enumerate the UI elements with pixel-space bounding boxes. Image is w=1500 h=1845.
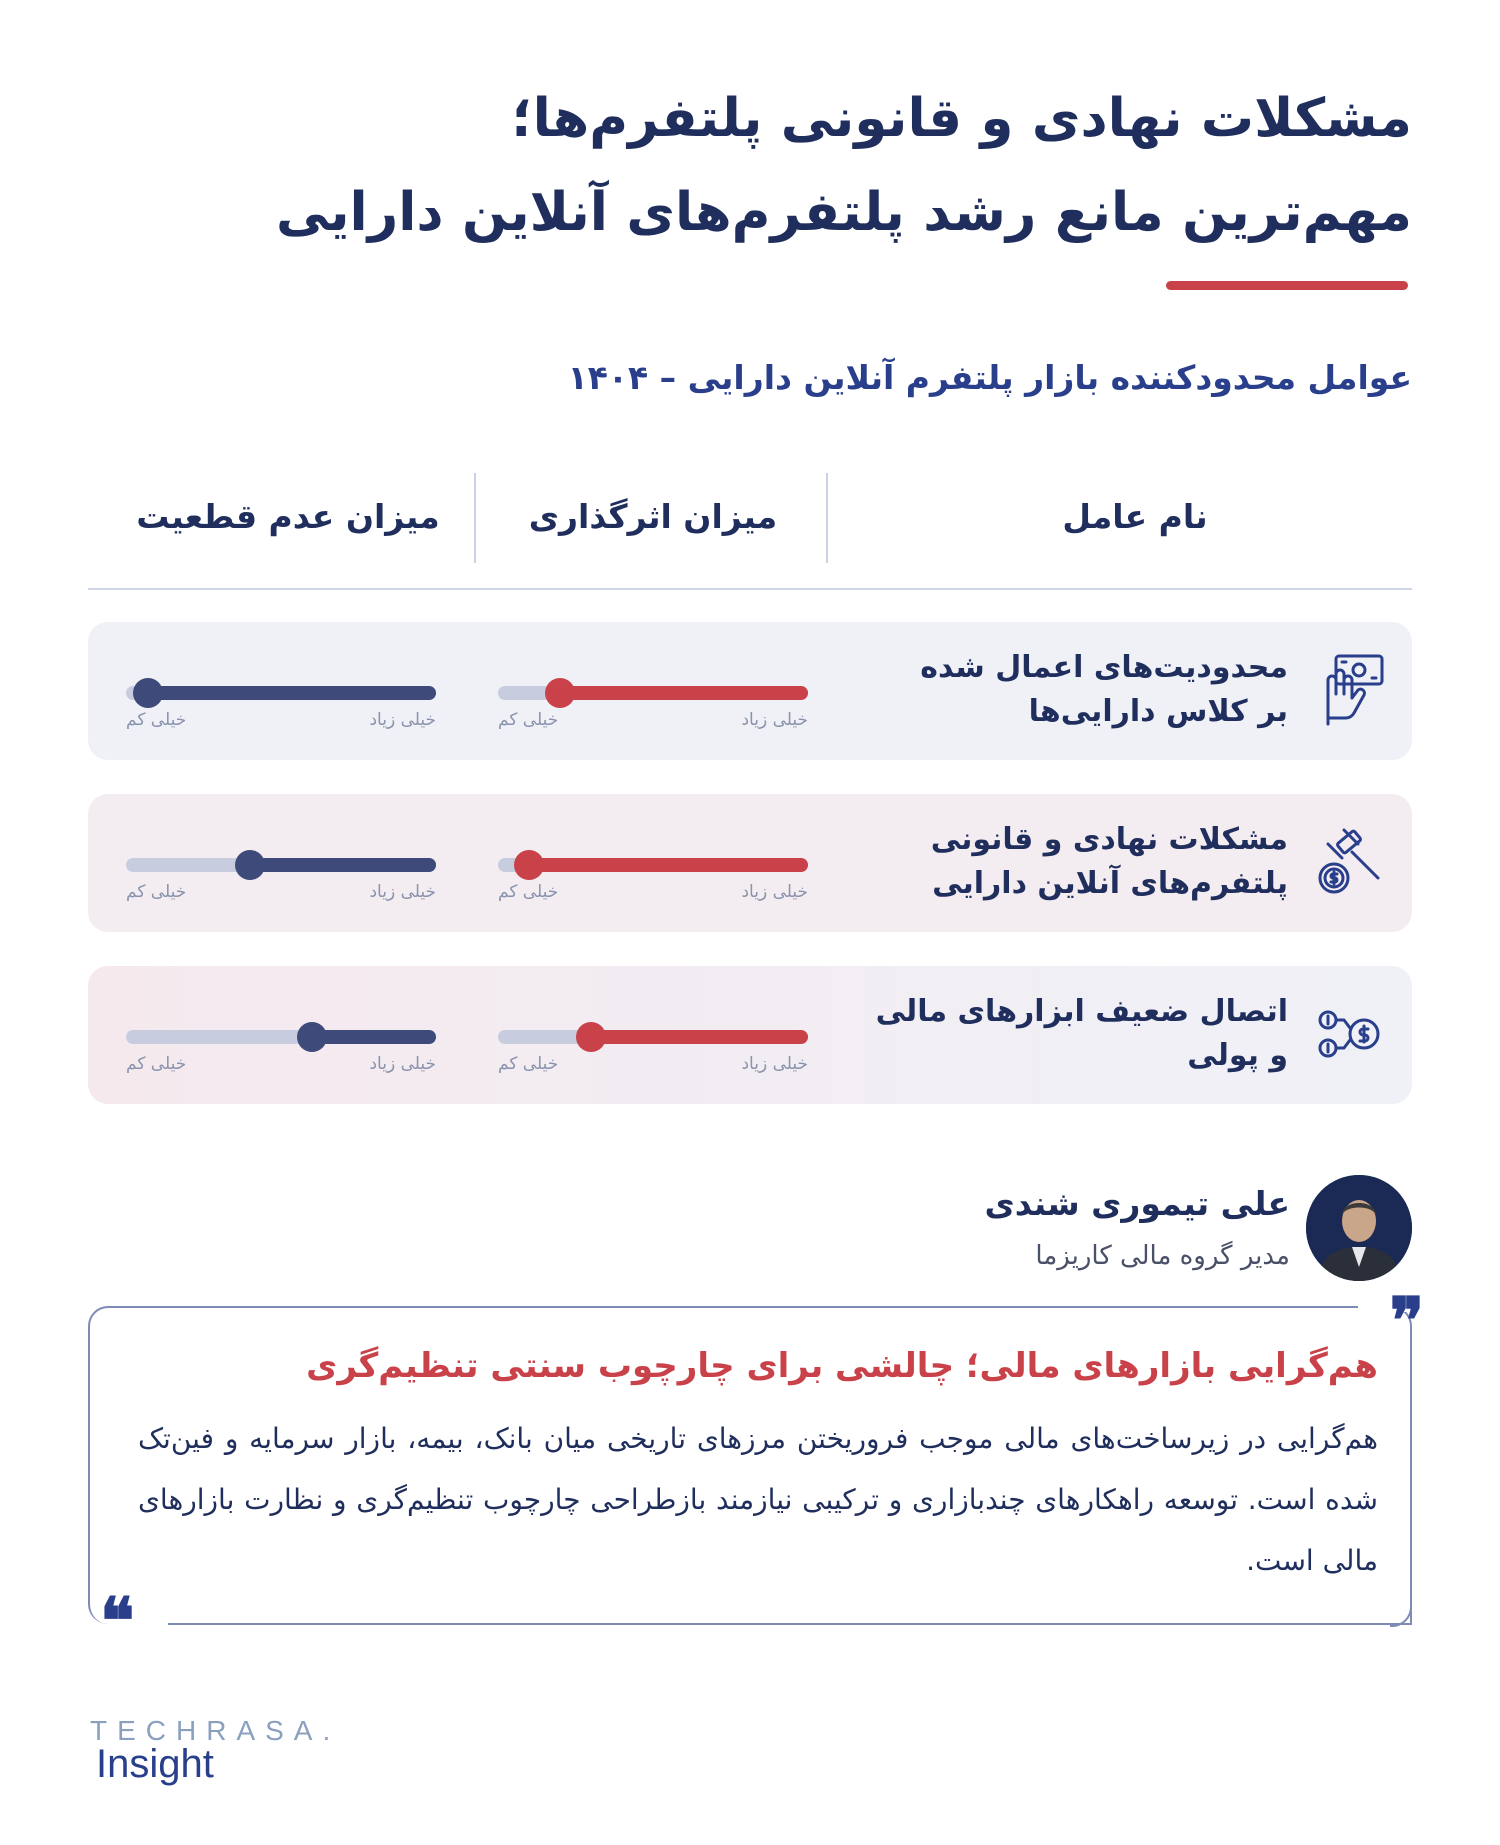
person-role: مدیر گروه مالی کاریزما: [1035, 1241, 1290, 1271]
factor-name: [868, 818, 1288, 906]
header-factor-name: نام عامل: [1062, 497, 1208, 536]
factor-name: [868, 990, 1288, 1078]
scale-high-label: خیلی زیاد: [741, 1054, 808, 1074]
factor-name-line-2: پلتفرم‌های آنلاین دارایی: [932, 866, 1288, 901]
uncertainty-bar-knob: [297, 1022, 327, 1052]
uncertainty-bar-fill: [148, 686, 436, 700]
hand-stop-money-icon: [1314, 650, 1386, 730]
scale-high-label: خیلی زیاد: [369, 1054, 436, 1074]
factor-row: [88, 794, 1412, 932]
scale-low-label: خیلی کم: [126, 882, 187, 902]
factor-name-line-1: محدودیت‌های اعمال شده: [920, 650, 1288, 685]
page-title: [112, 72, 1412, 260]
impact-bar-knob: [576, 1022, 606, 1052]
header-underline: [88, 588, 1412, 590]
impact-bar-fill: [591, 1030, 808, 1044]
scale-low-label: خیلی کم: [126, 1054, 187, 1074]
title-line-1: مشکلات نهادی و قانونی پلتفرم‌ها؛: [511, 88, 1412, 149]
uncertainty-bar: [126, 858, 436, 872]
factor-row: [88, 622, 1412, 760]
title-line-2: مهم‌ترین مانع رشد پلتفرم‌های آنلاین دارایی: [276, 182, 1412, 243]
quote-bottom-line: [168, 1623, 1412, 1625]
uncertainty-bar-fill: [312, 1030, 436, 1044]
uncertainty-bar-knob: [235, 850, 265, 880]
factor-name-line-2: بر کلاس دارایی‌ها: [1028, 694, 1288, 729]
factor-name-line-1: اتصال ضعیف ابزارهای مالی: [875, 994, 1288, 1029]
scale-high-label: خیلی زیاد: [741, 710, 808, 730]
factor-row: [88, 966, 1412, 1104]
quote-open-icon: ❞: [1389, 1284, 1424, 1359]
factor-name: [868, 646, 1288, 734]
scale-low-label: خیلی کم: [498, 1054, 559, 1074]
quote-close-icon: ❝: [100, 1584, 135, 1659]
quote-heading: هم‌گرایی بازارهای مالی؛ چالشی برای چارچوب سنتی تنظیم‌گری: [306, 1346, 1378, 1386]
header-impact: میزان اثرگذاری: [528, 497, 778, 536]
impact-bar-fill: [529, 858, 808, 872]
uncertainty-bar: [126, 686, 436, 700]
impact-bar: [498, 858, 808, 872]
gavel-coin-icon: [1314, 822, 1386, 902]
impact-bar-knob: [514, 850, 544, 880]
scale-low-label: خیلی کم: [498, 710, 559, 730]
scale-high-label: خیلی زیاد: [369, 882, 436, 902]
brand-logo-text: TECHRASA.: [90, 1715, 341, 1746]
impact-bar-fill: [560, 686, 808, 700]
factor-name-line-1: مشکلات نهادی و قانونی: [930, 822, 1288, 857]
scale-high-label: خیلی زیاد: [741, 882, 808, 902]
money-connection-icon: [1314, 994, 1386, 1074]
header-uncertainty: میزان عدم قطعیت: [136, 497, 440, 536]
factor-name-line-2: و پولی: [1187, 1038, 1288, 1073]
scale-low-label: خیلی کم: [126, 710, 187, 730]
brand-logo-subtext: Insight: [96, 1742, 214, 1786]
title-accent-divider: [1166, 281, 1408, 290]
impact-bar: [498, 686, 808, 700]
avatar: [1306, 1175, 1412, 1281]
table-subtitle: عوامل محدودکننده بازار پلتفرم آنلاین دارایی – ۱۴۰۴: [567, 358, 1412, 397]
impact-bar-knob: [545, 678, 575, 708]
uncertainty-bar-fill: [250, 858, 436, 872]
person-name: علی تیموری شندی: [984, 1184, 1290, 1223]
scale-low-label: خیلی کم: [498, 882, 559, 902]
uncertainty-bar-knob: [133, 678, 163, 708]
uncertainty-bar: [126, 1030, 436, 1044]
impact-bar: [498, 1030, 808, 1044]
header-divider: [474, 473, 476, 563]
quote-body: هم‌گرایی در زیرساخت‌های مالی موجب فروریختن مرزهای تاریخی میان بانک، بیمه، بازار سرمایه و فین‌تک شده است. توسعه راهکارهای چندبازاری و ترکیبی نیازمند بازطراحی چارچوب تنظیم‌گری و نظارت بازارهای مالی است.: [138, 1422, 1378, 1577]
header-divider: [826, 473, 828, 563]
scale-high-label: خیلی زیاد: [369, 710, 436, 730]
